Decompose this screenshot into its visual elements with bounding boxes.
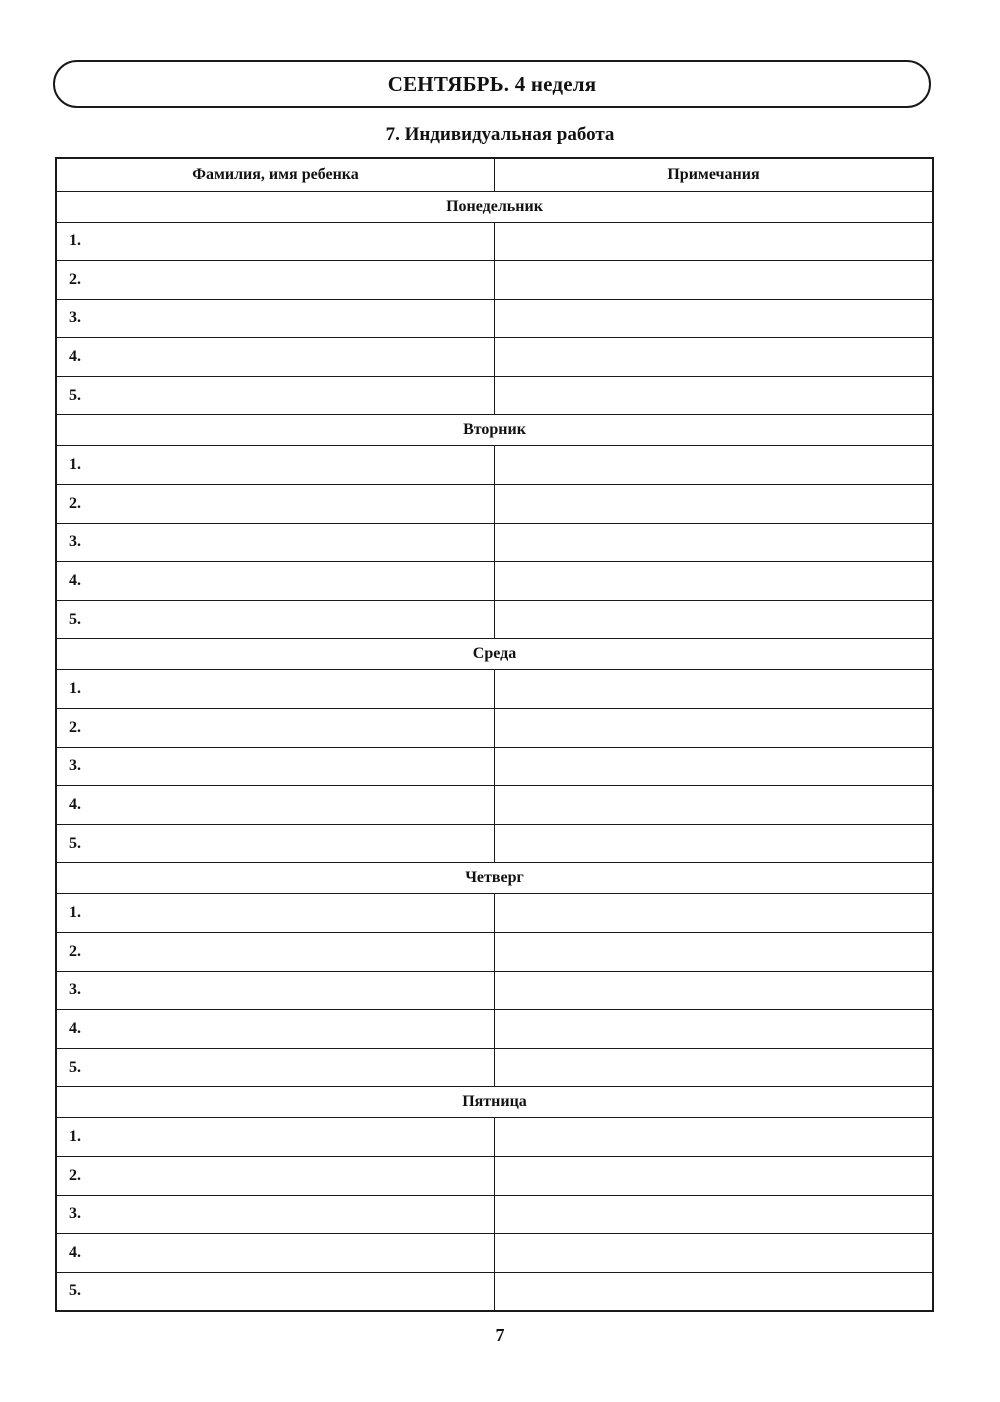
day-header-row: [56, 415, 933, 446]
notes-cell[interactable]: [495, 1156, 934, 1195]
notes-cell[interactable]: [495, 747, 934, 786]
table-row: [56, 894, 933, 933]
notes-cell[interactable]: [495, 1234, 934, 1273]
notes-cell[interactable]: [495, 1048, 934, 1087]
child-name-cell[interactable]: [56, 747, 495, 786]
child-name-cell[interactable]: [56, 971, 495, 1010]
notes-cell[interactable]: [495, 1195, 934, 1234]
notes-cell[interactable]: [495, 299, 934, 338]
row-number: 1.: [69, 232, 81, 250]
notes-cell[interactable]: [495, 562, 934, 601]
row-number: 4.: [69, 348, 81, 366]
day-label: Вторник: [56, 415, 933, 446]
table-header-row: [56, 158, 933, 191]
row-number: 4.: [69, 572, 81, 590]
child-name-cell[interactable]: [56, 446, 495, 485]
table-row: [56, 562, 933, 601]
notes-cell[interactable]: [495, 709, 934, 748]
row-number: 3.: [69, 533, 81, 551]
table-row: [56, 222, 933, 261]
child-name-cell[interactable]: [56, 1010, 495, 1049]
notes-cell[interactable]: [495, 670, 934, 709]
row-number: 3.: [69, 981, 81, 999]
notes-cell[interactable]: [495, 933, 934, 972]
table-body: [56, 191, 933, 1311]
child-name-cell[interactable]: [56, 1272, 495, 1311]
row-number: 4.: [69, 1019, 81, 1037]
row-number: 2.: [69, 1166, 81, 1184]
child-name-cell[interactable]: [56, 824, 495, 863]
table-row: [56, 747, 933, 786]
table-row: [56, 933, 933, 972]
child-name-cell[interactable]: [56, 670, 495, 709]
notes-cell[interactable]: [495, 261, 934, 300]
table-row: [56, 709, 933, 748]
child-name-cell[interactable]: [56, 894, 495, 933]
row-number: 1.: [69, 1128, 81, 1146]
row-number: 5.: [69, 610, 81, 628]
notes-cell[interactable]: [495, 1010, 934, 1049]
row-number: 2.: [69, 270, 81, 288]
notes-cell[interactable]: [495, 1118, 934, 1157]
child-name-cell[interactable]: [56, 523, 495, 562]
column-header-child-name: Фамилия, имя ребенка: [56, 158, 495, 191]
table-row: [56, 1195, 933, 1234]
child-name-cell[interactable]: [56, 338, 495, 377]
child-name-cell[interactable]: [56, 261, 495, 300]
notes-cell[interactable]: [495, 971, 934, 1010]
table-row: [56, 523, 933, 562]
day-label: Понедельник: [56, 191, 933, 222]
child-name-cell[interactable]: [56, 222, 495, 261]
table-row: [56, 1118, 933, 1157]
row-number: 2.: [69, 718, 81, 736]
row-number: 5.: [69, 834, 81, 852]
individual-work-table: [55, 157, 934, 1312]
notes-cell[interactable]: [495, 222, 934, 261]
row-number: 2.: [69, 942, 81, 960]
notes-cell[interactable]: [495, 786, 934, 825]
child-name-cell[interactable]: [56, 299, 495, 338]
day-label: Пятница: [56, 1087, 933, 1118]
day-label: Среда: [56, 639, 933, 670]
child-name-cell[interactable]: [56, 1195, 495, 1234]
row-number: 5.: [69, 1282, 81, 1300]
child-name-cell[interactable]: [56, 600, 495, 639]
row-number: 5.: [69, 1058, 81, 1076]
table-row: [56, 485, 933, 524]
table-row: [56, 1234, 933, 1273]
row-number: 3.: [69, 309, 81, 327]
page-number: 7: [495, 1325, 505, 1345]
notes-cell[interactable]: [495, 485, 934, 524]
day-header-row: [56, 639, 933, 670]
table-row: [56, 1010, 933, 1049]
section-title: 7. Индивидуальная работа: [385, 124, 615, 145]
row-number: 1.: [69, 904, 81, 922]
row-number: 3.: [69, 1205, 81, 1223]
table-row: [56, 670, 933, 709]
table-row: [56, 1272, 933, 1311]
day-header-row: [56, 191, 933, 222]
child-name-cell[interactable]: [56, 1156, 495, 1195]
row-number: 5.: [69, 386, 81, 404]
notes-cell[interactable]: [495, 1272, 934, 1311]
table-row: [56, 824, 933, 863]
row-number: 3.: [69, 757, 81, 775]
day-header-row: [56, 1087, 933, 1118]
day-header-row: [56, 863, 933, 894]
table-row: [56, 376, 933, 415]
child-name-cell[interactable]: [56, 376, 495, 415]
table-row: [56, 338, 933, 377]
child-name-cell[interactable]: [56, 786, 495, 825]
row-number: 1.: [69, 456, 81, 474]
table-row: [56, 1156, 933, 1195]
notes-cell[interactable]: [495, 338, 934, 377]
column-header-notes: Примечания: [495, 158, 934, 191]
notes-cell[interactable]: [495, 523, 934, 562]
notes-cell[interactable]: [495, 600, 934, 639]
table-row: [56, 786, 933, 825]
notes-cell[interactable]: [495, 376, 934, 415]
row-number: 2.: [69, 494, 81, 512]
child-name-cell[interactable]: [56, 1048, 495, 1087]
row-number: 4.: [69, 796, 81, 814]
child-name-cell[interactable]: [56, 562, 495, 601]
table-row: [56, 299, 933, 338]
child-name-cell[interactable]: [56, 1118, 495, 1157]
child-name-cell[interactable]: [56, 1234, 495, 1273]
child-name-cell[interactable]: [56, 485, 495, 524]
page-header-box: [53, 60, 931, 108]
page-title: СЕНТЯБРЬ. 4 неделя: [387, 71, 597, 96]
child-name-cell[interactable]: [56, 933, 495, 972]
table-row: [56, 1048, 933, 1087]
table-row: [56, 971, 933, 1010]
day-label: Четверг: [56, 863, 933, 894]
notes-cell[interactable]: [495, 824, 934, 863]
row-number: 1.: [69, 680, 81, 698]
child-name-cell[interactable]: [56, 709, 495, 748]
table-row: [56, 600, 933, 639]
notes-cell[interactable]: [495, 446, 934, 485]
notes-cell[interactable]: [495, 894, 934, 933]
table-row: [56, 261, 933, 300]
table-row: [56, 446, 933, 485]
row-number: 4.: [69, 1243, 81, 1261]
